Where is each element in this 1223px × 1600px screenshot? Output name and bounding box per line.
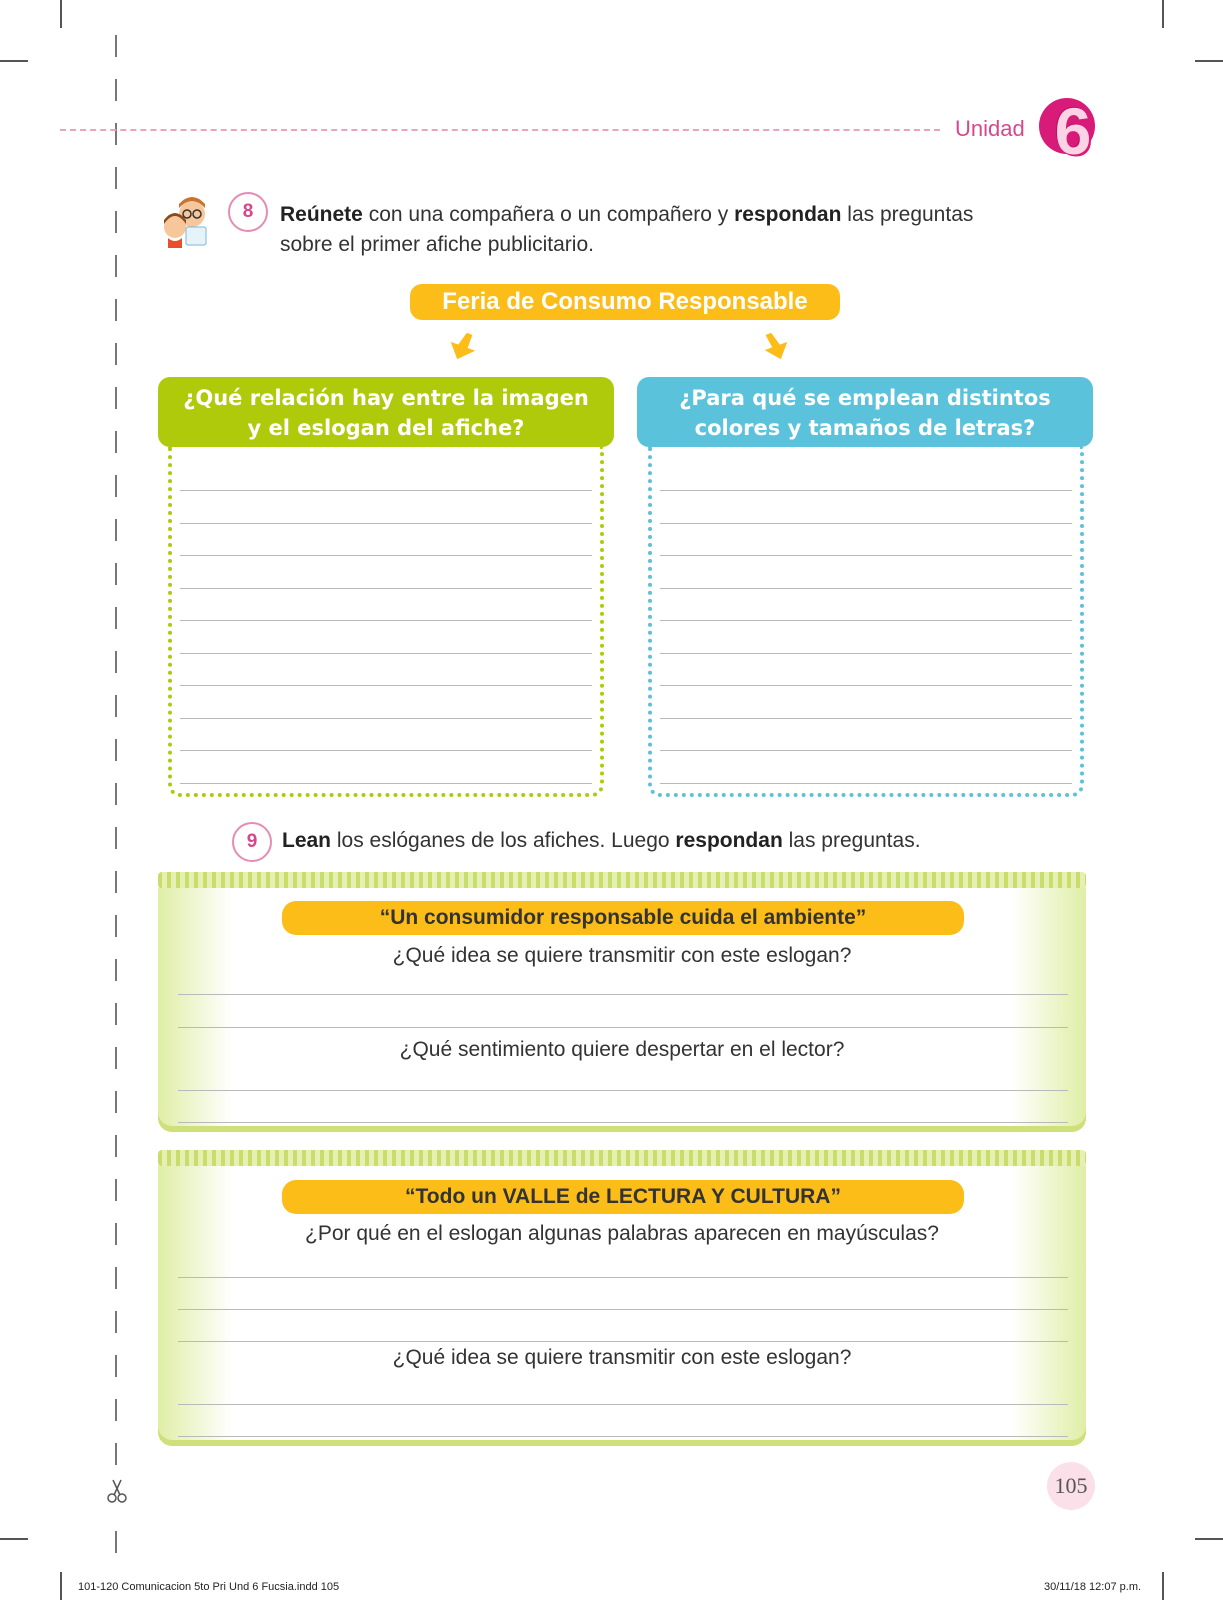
- cut-line-segment: [115, 1223, 117, 1245]
- answer-line[interactable]: [180, 653, 592, 654]
- answer-line[interactable]: [660, 718, 1072, 719]
- cut-line-segment: [115, 387, 117, 409]
- cut-line-segment: [115, 123, 117, 145]
- crop-mark: [1195, 1538, 1223, 1540]
- answer-line[interactable]: [660, 555, 1072, 556]
- panel-2-question-1: ¿Por qué en el eslogan algunas palabras aparecen en mayúsculas?: [305, 1222, 939, 1245]
- panel-1-question-1: ¿Qué idea se quiere transmitir con este eslogan?: [392, 944, 852, 967]
- instruction-text: con una compañera o un compañero y: [362, 203, 735, 226]
- crop-mark: [60, 0, 62, 28]
- answer-line[interactable]: [178, 1122, 1068, 1123]
- cut-line-segment: [115, 695, 117, 717]
- answer-line[interactable]: [660, 588, 1072, 589]
- cut-line-segment: [115, 871, 117, 893]
- cut-line-segment: [115, 1399, 117, 1421]
- cut-line-segment: [115, 915, 117, 937]
- slogan-2: “Todo un VALLE de LECTURA Y CULTURA”: [282, 1180, 964, 1214]
- cut-line-segment: [115, 1267, 117, 1289]
- cut-line-segment: [115, 299, 117, 321]
- answer-line[interactable]: [660, 653, 1072, 654]
- instruction-bold: Lean: [282, 829, 332, 852]
- answer-line[interactable]: [178, 1309, 1068, 1310]
- activity-number-9: 9: [232, 822, 272, 862]
- cut-line-segment: [115, 519, 117, 541]
- cut-line-segment: [115, 563, 117, 585]
- answer-line[interactable]: [178, 1436, 1068, 1437]
- question-header-right: [637, 377, 1093, 447]
- cut-line-segment: [115, 475, 117, 497]
- footer-date: 30/11/18 12:07 p.m.: [1044, 1581, 1142, 1593]
- instruction-text: sobre el primer afiche publicitario.: [280, 233, 594, 256]
- page-number: 105: [1047, 1462, 1095, 1510]
- panel-top-strip: [158, 872, 1086, 888]
- instruction-bold: Reúnete: [280, 203, 363, 226]
- cut-line-segment: [115, 651, 117, 673]
- cut-line-segment: [115, 1047, 117, 1069]
- header-dashed-rule: [60, 129, 940, 131]
- cut-line-segment: [115, 343, 117, 365]
- cut-line-segment: [115, 255, 117, 277]
- cut-line-segment: [115, 959, 117, 981]
- cut-line-segment: [115, 1355, 117, 1377]
- activity-number-8: 8: [228, 192, 268, 232]
- cut-line-segment: [115, 1311, 117, 1333]
- cut-line-segment: [115, 1003, 117, 1025]
- activity-8-instruction: [280, 200, 1080, 260]
- instruction-text: las preguntas.: [782, 829, 921, 852]
- question-text: colores y tamaños de letras?: [694, 416, 1036, 440]
- cut-line-segment: [115, 783, 117, 805]
- cut-line-segment: [115, 1531, 117, 1553]
- answer-line[interactable]: [660, 783, 1072, 784]
- answer-line[interactable]: [178, 1027, 1068, 1028]
- cut-line-segment: [115, 167, 117, 189]
- cut-line-segment: [115, 739, 117, 761]
- answer-line[interactable]: [180, 523, 592, 524]
- poster-title: Feria de Consumo Responsable: [410, 284, 840, 320]
- scissors-icon: [106, 1478, 128, 1504]
- instruction-text: los eslóganes de los afiches. Luego: [331, 829, 676, 852]
- cut-line-segment: [115, 1135, 117, 1157]
- cut-line-segment: [115, 1091, 117, 1113]
- cut-line-segment: [115, 431, 117, 453]
- panel-1-question-2: ¿Qué sentimiento quiere despertar en el lector?: [399, 1038, 845, 1061]
- footer-file: 101-120 Comunicacion 5to Pri Und 6 Fucsia.indd 105: [78, 1581, 340, 1593]
- activity-9-instruction: [282, 826, 1082, 856]
- panel-top-strip: [158, 1150, 1086, 1166]
- answer-line[interactable]: [178, 1277, 1068, 1278]
- answer-line[interactable]: [180, 555, 592, 556]
- cut-line-segment: [115, 827, 117, 849]
- crop-mark: [60, 1572, 62, 1600]
- answer-line[interactable]: [178, 1404, 1068, 1405]
- question-text: ¿Qué relación hay entre la imagen: [183, 386, 589, 410]
- question-header-left: [158, 377, 614, 447]
- cut-line-segment: [115, 1179, 117, 1201]
- cut-line-segment: [115, 607, 117, 629]
- answer-line[interactable]: [660, 490, 1072, 491]
- answer-line[interactable]: [660, 750, 1072, 751]
- answer-line[interactable]: [660, 620, 1072, 621]
- crop-mark: [0, 1538, 28, 1540]
- answer-box-right[interactable]: [648, 447, 1084, 797]
- pair-work-icon: [158, 194, 212, 248]
- instruction-bold: respondan: [734, 203, 842, 226]
- arrow-down-icon: [446, 328, 478, 362]
- unit-number: 6: [1054, 94, 1092, 168]
- answer-line[interactable]: [178, 1090, 1068, 1091]
- answer-box-left[interactable]: [168, 447, 604, 797]
- crop-mark: [1162, 0, 1164, 28]
- answer-line[interactable]: [660, 685, 1072, 686]
- answer-line[interactable]: [660, 523, 1072, 524]
- answer-line[interactable]: [180, 620, 592, 621]
- answer-line[interactable]: [178, 1341, 1068, 1342]
- cut-line-segment: [115, 79, 117, 101]
- question-text: y el eslogan del afiche?: [247, 416, 525, 440]
- answer-line[interactable]: [180, 750, 592, 751]
- cut-line-segment: [115, 211, 117, 233]
- crop-mark: [0, 60, 28, 62]
- answer-line[interactable]: [180, 490, 592, 491]
- unit-label: Unidad: [955, 116, 1025, 141]
- answer-line[interactable]: [180, 588, 592, 589]
- panel-2-question-2: ¿Qué idea se quiere transmitir con este eslogan?: [392, 1346, 852, 1369]
- crop-mark: [1162, 1572, 1164, 1600]
- instruction-bold: respondan: [675, 829, 783, 852]
- instruction-text: las preguntas: [841, 203, 974, 226]
- answer-line[interactable]: [178, 994, 1068, 995]
- crop-mark: [1195, 60, 1223, 62]
- question-text: ¿Para qué se emplean distintos: [679, 386, 1051, 410]
- cut-line-segment: [115, 1443, 117, 1465]
- answer-line[interactable]: [180, 685, 592, 686]
- answer-line[interactable]: [180, 718, 592, 719]
- cut-line-segment: [115, 35, 117, 57]
- arrow-down-icon: [760, 328, 792, 362]
- answer-line[interactable]: [180, 783, 592, 784]
- slogan-1: “Un consumidor responsable cuida el ambiente”: [282, 901, 964, 935]
